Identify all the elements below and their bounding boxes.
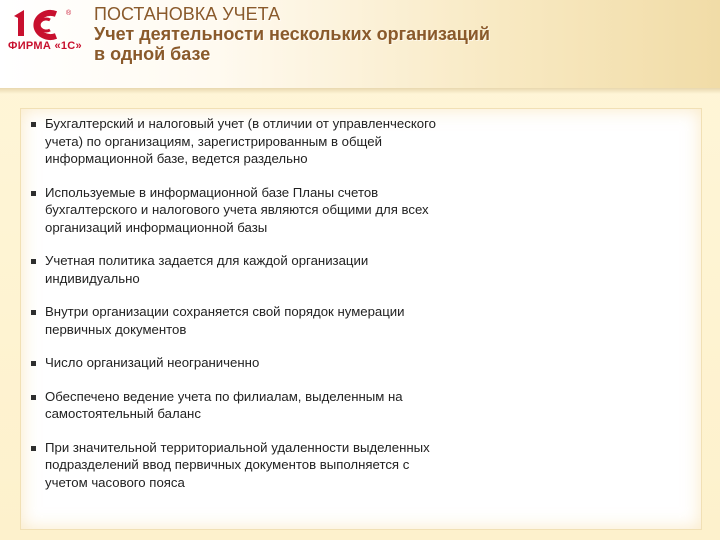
bullet-square-icon — [31, 395, 36, 400]
list-item — [21, 184, 565, 237]
list-item — [21, 303, 565, 338]
list-item — [21, 439, 565, 492]
bullet-square-icon — [31, 191, 36, 196]
bullet-square-icon — [31, 446, 36, 451]
bullet-text: Число организаций неограниченно — [45, 355, 260, 370]
registered-mark: ® — [66, 10, 72, 17]
bullet-text: Внутри организации сохраняется свой порядок нумерации первичных документов — [45, 304, 405, 337]
page-subtitle-line-2: в одной базе — [94, 44, 211, 64]
bullet-text: При значительной территориальной удаленности выделенных подразделений ввод первичных документов выполняется с учетом часового пояса — [45, 439, 430, 490]
bullet-square-icon — [31, 122, 36, 127]
bullet-text: Обеспечено ведение учета по филиалам, выделенным на самостоятельный баланс — [45, 388, 403, 421]
title-block — [94, 4, 694, 64]
bullet-square-icon — [31, 361, 36, 366]
list-item — [21, 252, 565, 287]
company-logo — [8, 6, 80, 64]
list-item — [21, 354, 565, 372]
bullet-text: Учетная политика задается для каждой организации индивидуально — [45, 253, 369, 286]
bullet-text: Используемые в информационной базе Планы счетов бухгалтерского и налогового учета являются общими для всех организаций информационной базы — [45, 184, 429, 235]
bullet-square-icon — [31, 310, 36, 315]
header-shadow — [0, 88, 720, 94]
list-item — [21, 115, 565, 168]
page-subtitle-line-1: Учет деятельности нескольких организаций — [94, 24, 490, 44]
content-panel — [20, 108, 702, 530]
page-title: ПОСТАНОВКА УЧЕТА — [94, 4, 281, 24]
list-item — [21, 388, 565, 423]
bullet-list — [21, 109, 701, 491]
bullet-square-icon — [31, 259, 36, 264]
logo-tagline: ФИРМА «1С» — [8, 40, 82, 52]
bullet-text: Бухгалтерский и налоговый учет (в отличии от управленческого учета) по организациям, зарегистрированным в общей информационной базе, ведется раздельно — [45, 116, 436, 166]
